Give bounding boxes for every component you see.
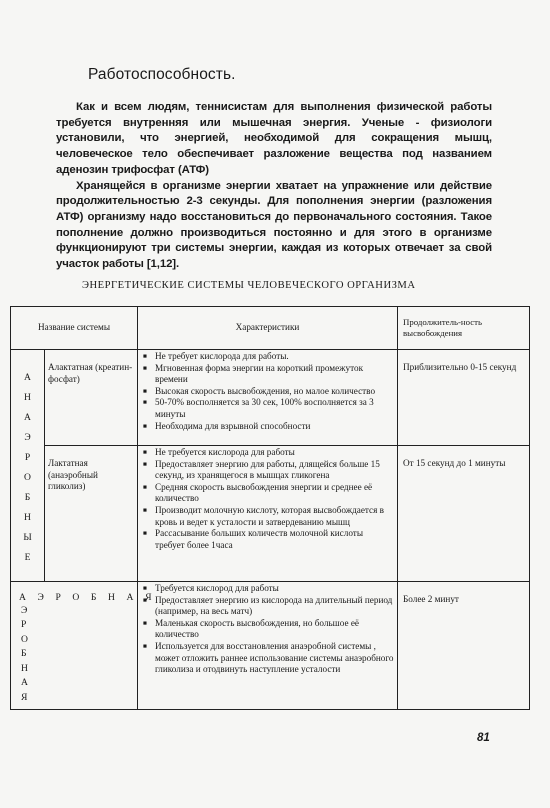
table-header-row [11, 307, 530, 350]
system-name-cell: Лактатная (анаэробный гликолиз) [45, 446, 138, 582]
characteristics-cell [138, 446, 398, 582]
list-item: ■ Мгновенная форма энергии на короткий промежуток времени [155, 363, 394, 386]
list-item: ■ Высокая скорость высвобождения, но малое количество [155, 386, 394, 398]
table-row [11, 350, 530, 446]
label-letter: Э [24, 432, 31, 443]
list-item: ■ Не требуется кислорода для работы [155, 447, 394, 459]
label-letter: Н [21, 662, 28, 674]
label-letter: Э [21, 604, 28, 616]
list-item: ■ Предоставляет энергию из кислорода на длительный период (например, на весь матч) [155, 595, 394, 618]
body-text [56, 100, 492, 273]
label-letter: А [24, 412, 31, 423]
label-letter: Н [24, 392, 31, 403]
page-number: 81 [477, 732, 490, 744]
duration-cell: Более 2 минут [398, 582, 530, 710]
list-item: ■ Не требует кислорода для работы. [155, 351, 394, 363]
aerobic-label-cell [11, 582, 157, 710]
characteristics-cell [138, 582, 398, 710]
header-system-name: Название системы [11, 307, 138, 350]
list-item: ■ Средняя скорость высвобождения энергии и среднее её количество [155, 482, 394, 505]
list-item: ■ Рассасывание больших количеств молочной кислоты требует более 1часа [155, 528, 394, 551]
list-item: ■ Производит молочную кислоту, которая высвобождается в кровь и ведет к усталости и затвердеванию мышц [155, 505, 394, 528]
anaerobic-vertical-label [14, 368, 41, 568]
aerobic-label-row: А Э Р О Б Н А Я [19, 592, 157, 603]
aerobic-vertical-label [17, 604, 134, 706]
label-letter: Я [21, 691, 28, 703]
label-letter: Р [24, 452, 31, 463]
table-row [11, 582, 530, 710]
label-letter: Р [21, 619, 27, 631]
system-name-cell: Алактатная (креатин-фосфат) [45, 350, 138, 446]
characteristics-list [141, 447, 394, 551]
label-letter: О [24, 472, 31, 483]
characteristics-list [141, 351, 394, 432]
label-letter: Б [24, 492, 31, 503]
header-characteristics: Характеристики [138, 307, 398, 350]
characteristics-cell [138, 350, 398, 446]
list-item: ■ Требуется кислород для работы [155, 583, 394, 595]
header-duration: Продолжитель-ность высвобождения [398, 307, 530, 350]
energy-systems-table [10, 306, 530, 710]
table-row [11, 446, 530, 582]
paragraph: Хранящейся в организме энергии хватает на упражнение или действие продолжительностью 2-3 секунды. Для пополнения энергии (разложения АТФ) организму надо восстановиться до первоначального состояния. Такое пополнение должно производиться постоянно и для этого в организме функционируют три системы энергии, каждая из которых отвечает за свой участок работы [1,12]. [56, 179, 492, 271]
label-letter: Н [24, 512, 31, 523]
characteristics-list [141, 583, 394, 676]
list-item: ■ Используется для восстановления анаэробной системы , может отложить раннее использование системы анаэробного гликолиза и отодвинуть наступление усталости [155, 641, 394, 676]
duration-cell: Приблизительно 0-15 секунд [398, 350, 530, 446]
duration-cell: От 15 секунд до 1 минуты [398, 446, 530, 582]
list-item: ■ Маленькая скорость высвобождения, но большое её количество [155, 618, 394, 641]
label-letter: О [21, 633, 28, 645]
label-letter: Б [21, 648, 27, 660]
page-title: Работоспособность. [88, 66, 236, 83]
paragraph: Как и всем людям, теннисистам для выполнения физической работы требуется внутренняя или мышечная энергия. Ученые - физиологи установили, что энергией, необходимой для сокращения мышц, человеческое тело обеспечивает разложение вещества под названием аденозин трифосфат (АТФ) [56, 101, 492, 176]
list-item: ■ Необходима для взрывной способности [155, 421, 394, 433]
label-letter: Е [24, 552, 31, 563]
label-letter: А [24, 372, 31, 383]
label-letter: А [21, 677, 28, 689]
list-item: ■ 50-70% восполняется за 30 сек, 100% восполняется за 3 минуты [155, 397, 394, 420]
anaerobic-label-cell [11, 350, 45, 582]
label-letter: Ы [23, 532, 32, 543]
list-item: ■ Предоставляет энергию для работы, длящейся больше 15 секунд, из хранящегося в мышцах гликогена [155, 459, 394, 482]
table-caption: ЭНЕРГЕТИЧЕСКИЕ СИСТЕМЫ ЧЕЛОВЕЧЕСКОГО ОРГАНИЗМА [82, 280, 416, 291]
